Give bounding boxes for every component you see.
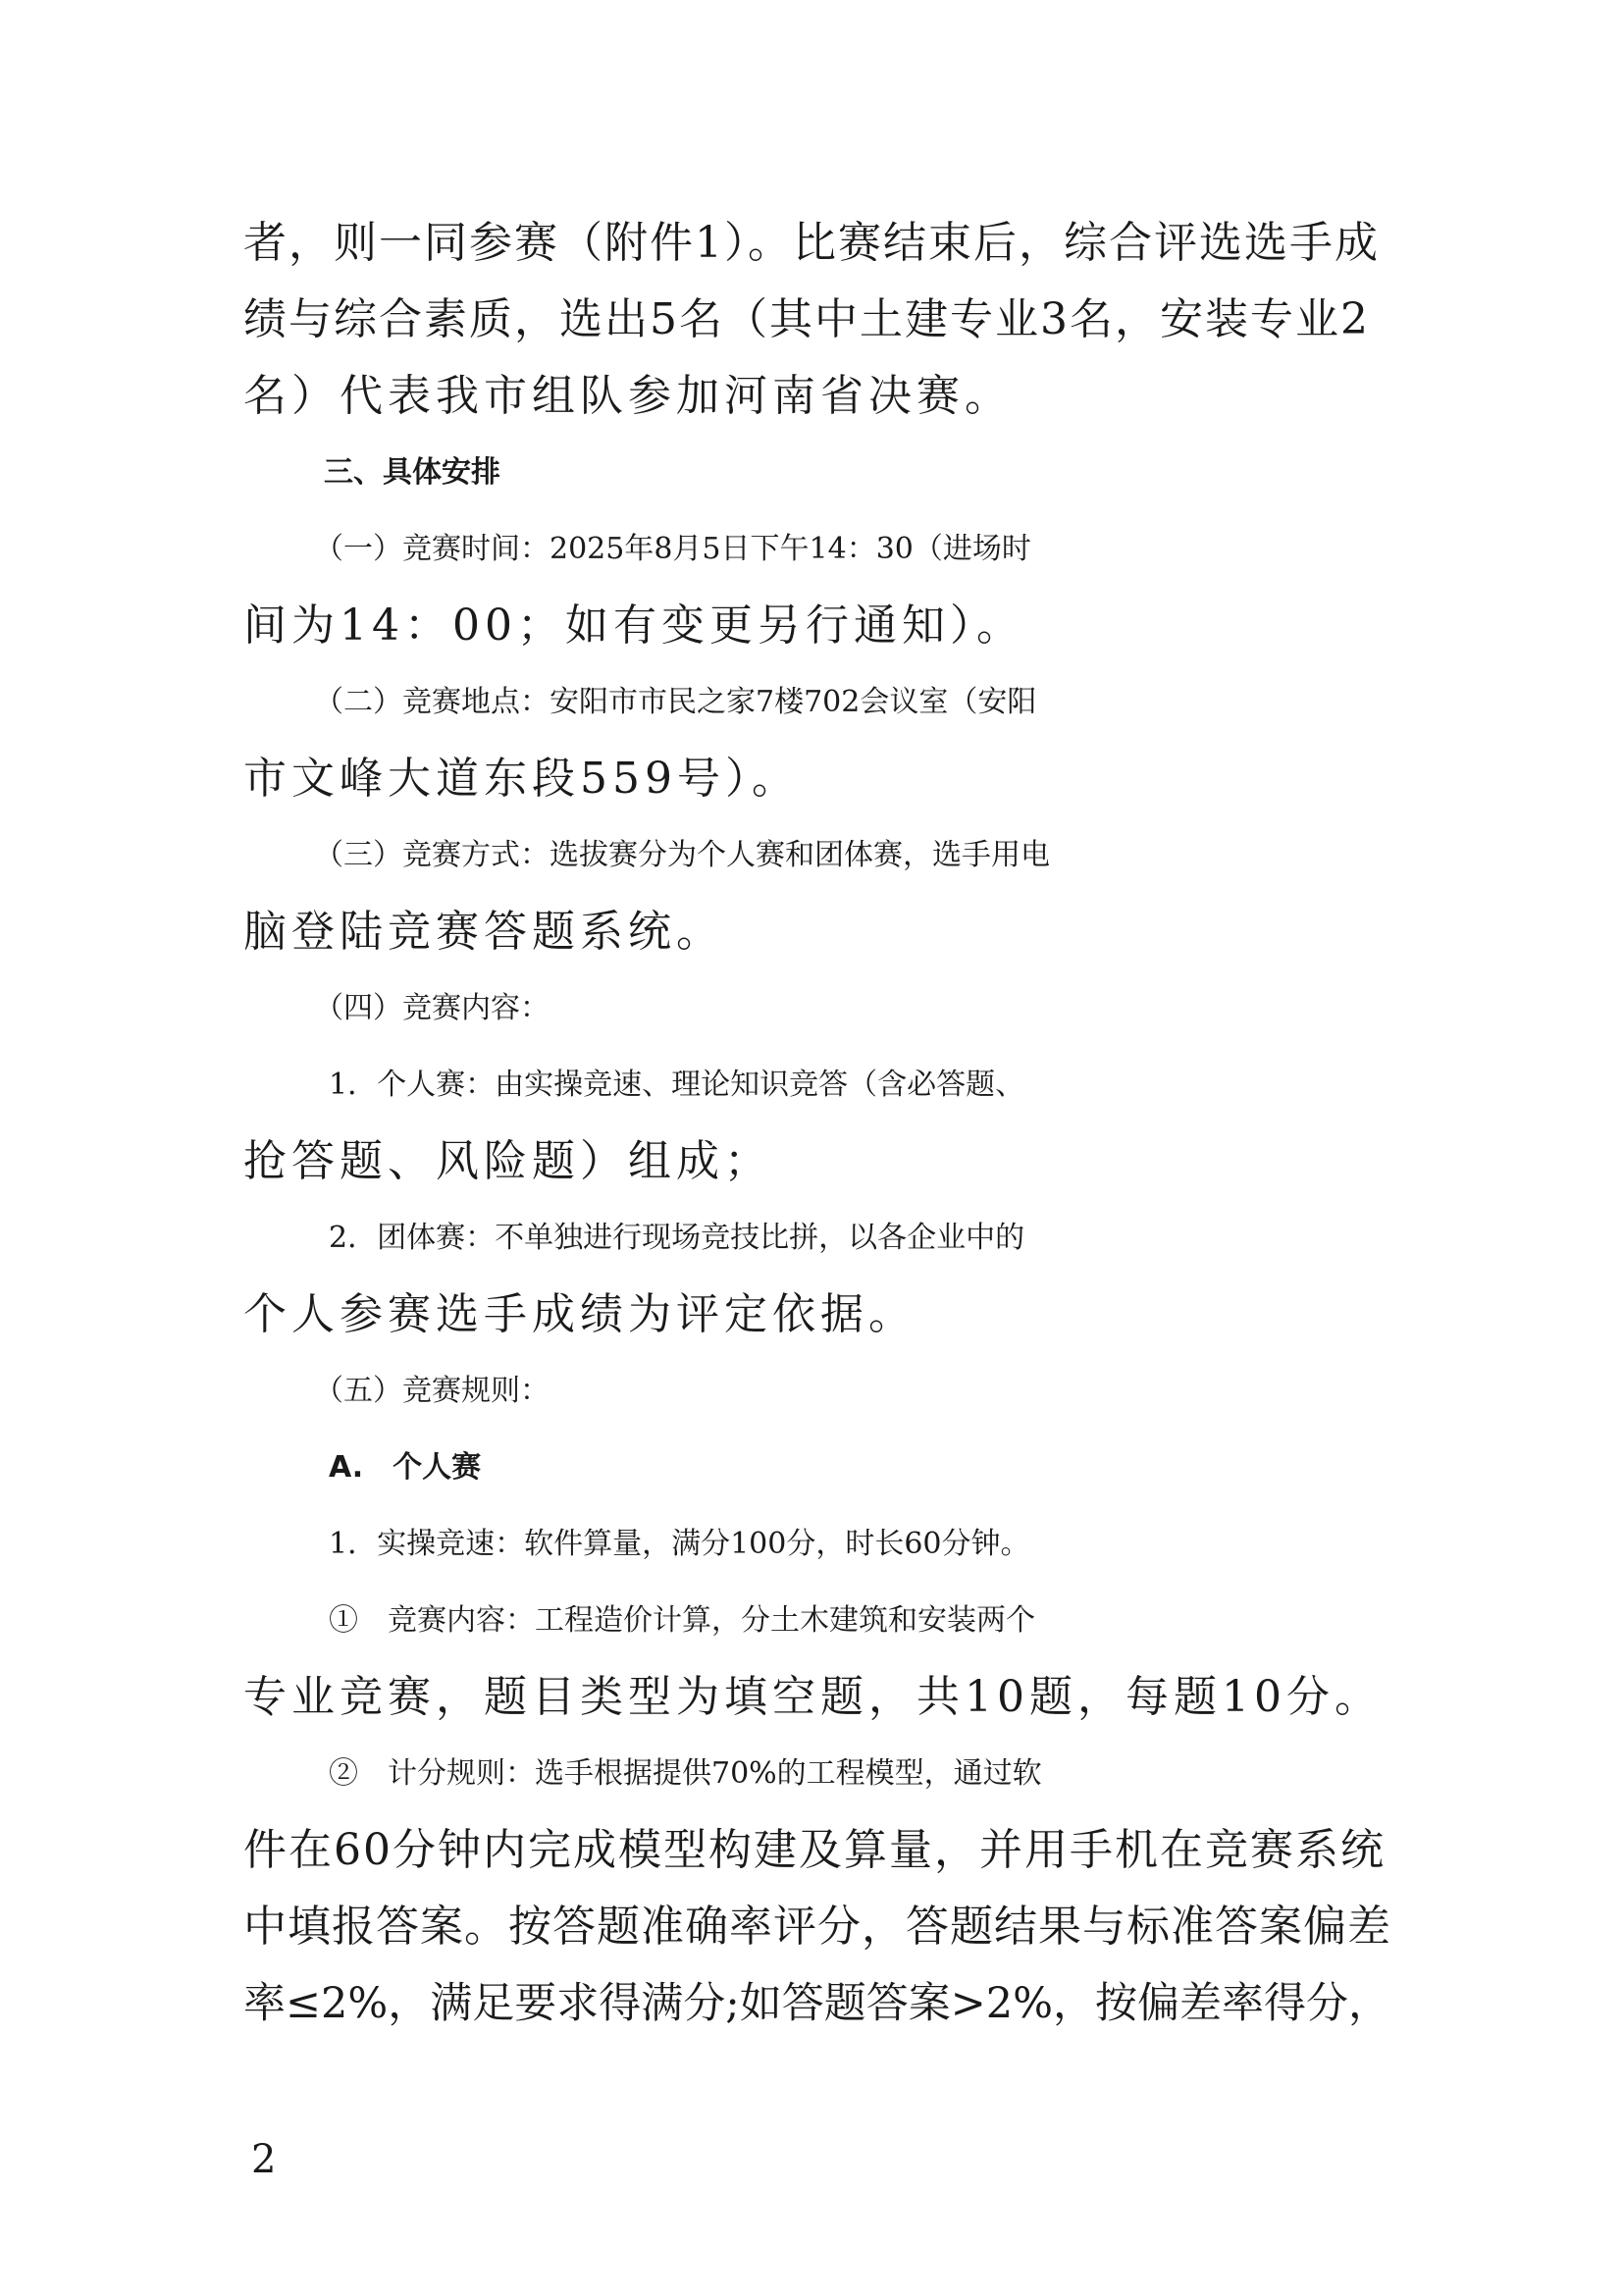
paragraph-line: 件在60分钟内完成模型构建及算量，并用手机在竞赛系统: [243, 1825, 1386, 1875]
paragraph-line: ② 计分规则：选手根据提供70%的工程模型，通过软: [329, 1756, 1042, 1791]
paragraph-line: 间为14：00；如有变更另行通知）。: [243, 600, 1024, 651]
paragraph-line: 脑登陆竞赛答题系统。: [243, 907, 724, 957]
paragraph-line: （四）竞赛内容：: [314, 991, 550, 1025]
section-heading: 三、具体安排: [324, 455, 500, 490]
paragraph-line: 抢答题、风险题）组成；: [243, 1136, 772, 1186]
paragraph-line: 1．实操竞速：软件算量，满分100分，时长60分钟。: [329, 1527, 1030, 1561]
paragraph-line: 2．团体赛：不单独进行现场竞技比拼，以各企业中的: [329, 1221, 1025, 1255]
paragraph-line: ① 竞赛内容：工程造价计算，分土木建筑和安装两个: [329, 1603, 1035, 1638]
paragraph-line: 1．个人赛：由实操竞速、理论知识竞答（含必答题、: [329, 1068, 1025, 1102]
paragraph-line: （三）竞赛方式：选拔赛分为个人赛和团体赛，选手用电: [314, 838, 1050, 872]
subsection-heading: A. 个人赛: [329, 1450, 482, 1485]
paragraph-line: 专业竞赛，题目类型为填空题，共10题，每题10分。: [243, 1672, 1383, 1722]
paragraph-line: 个人参赛选手成绩为评定依据。: [243, 1289, 916, 1339]
paragraph-line: 市文峰大道东段559号）。: [243, 754, 800, 804]
paragraph-line: （五）竞赛规则：: [314, 1374, 550, 1408]
paragraph-line: 者，则一同参赛（附件1）。比赛结束后，综合评选选手成: [243, 218, 1380, 268]
paragraph-line: 中填报答案。按答题准确率评分，答题结果与标准答案偏差: [243, 1902, 1391, 1952]
paragraph-line: （二）竞赛地点：安阳市市民之家7楼702会议室（安阳: [314, 685, 1037, 719]
paragraph-line: 率≤2%，满足要求得满分;如答题答案>2%，按偏差率得分，: [243, 1979, 1390, 2028]
paragraph-line: （一）竞赛时间：2025年8月5日下午14：30（进场时: [314, 532, 1031, 566]
page-number: 2: [251, 2137, 277, 2182]
paragraph-line: 名）代表我市组队参加河南省决赛。: [243, 371, 1013, 421]
paragraph-line: 绩与综合素质，选出5名（其中土建专业3名，安装专业2: [243, 294, 1370, 344]
